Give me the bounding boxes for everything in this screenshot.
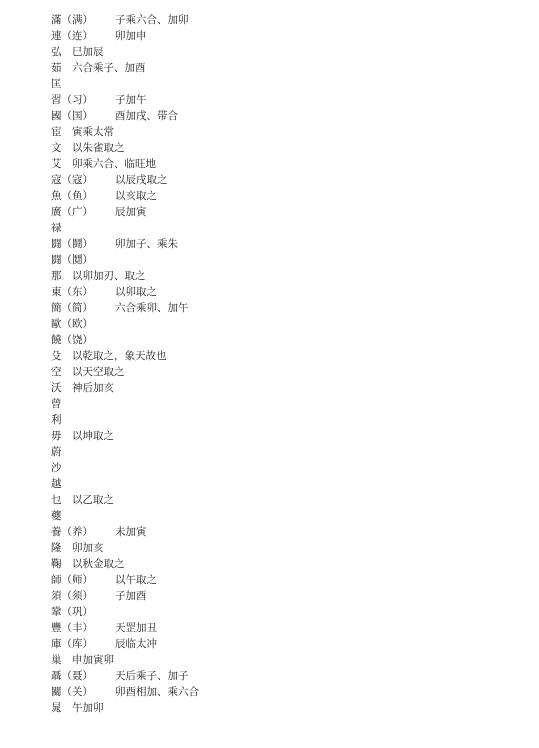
surname-character: 闘（鬩） xyxy=(51,254,93,266)
list-item xyxy=(51,236,199,252)
list-item xyxy=(51,220,199,236)
divination-note: 酉加戌、带合 xyxy=(115,110,178,122)
divination-note: 以秋金取之 xyxy=(72,558,125,570)
surname-character: 國（国） xyxy=(51,110,93,122)
list-item xyxy=(51,156,199,172)
surname-character: 須（须） xyxy=(51,590,93,602)
list-item xyxy=(51,412,199,428)
list-item xyxy=(51,700,199,716)
divination-note: 辰加寅 xyxy=(115,206,147,218)
list-item xyxy=(51,364,199,380)
divination-note: 以乙取之 xyxy=(72,494,114,506)
divination-note: 以亥取之 xyxy=(115,190,157,202)
list-item xyxy=(51,572,199,588)
divination-note: 以辰戌取之 xyxy=(115,174,168,186)
surname-character: 那 xyxy=(51,270,62,282)
list-item xyxy=(51,636,199,652)
surname-character: 沙 xyxy=(51,462,62,474)
surname-character: 毋 xyxy=(51,430,62,442)
divination-note: 卯加亥 xyxy=(72,542,104,554)
surname-character: 習（习） xyxy=(51,94,93,106)
divination-note: 以卯取之 xyxy=(115,286,157,298)
surname-character: 鞏（巩） xyxy=(51,606,93,618)
surname-character: 茹 xyxy=(51,62,62,74)
list-item xyxy=(51,284,199,300)
list-item xyxy=(51,172,199,188)
divination-note: 六合乘卯、加午 xyxy=(115,302,189,314)
list-item xyxy=(51,124,199,140)
list-item xyxy=(51,252,199,268)
list-item xyxy=(51,140,199,156)
surname-character: 鞠 xyxy=(51,558,62,570)
divination-note: 子乘六合、加卯 xyxy=(115,14,189,26)
divination-note: 午加卯 xyxy=(72,702,104,714)
divination-note: 六合乘子、加酉 xyxy=(72,62,146,74)
surname-character: 師（师） xyxy=(51,574,93,586)
list-item xyxy=(51,684,199,700)
surname-character: 利 xyxy=(51,414,62,426)
list-item xyxy=(51,428,199,444)
divination-note: 天罡加丑 xyxy=(115,622,157,634)
list-item xyxy=(51,380,199,396)
surname-character: 關（关） xyxy=(51,686,93,698)
divination-note: 天后乘子、加子 xyxy=(115,670,189,682)
divination-note: 子加酉 xyxy=(115,590,147,602)
surname-character: 魚（鱼） xyxy=(51,190,93,202)
divination-note: 卯酉相加、乘六合 xyxy=(115,686,199,698)
surname-character: 文 xyxy=(51,142,62,154)
surname-character: 滿（满） xyxy=(51,14,93,26)
divination-note: 以卯加刃、取之 xyxy=(72,270,146,282)
divination-note: 卯乘六合、临旺地 xyxy=(72,158,156,170)
surname-character: 曾 xyxy=(51,398,62,410)
divination-note: 卯加申 xyxy=(115,30,147,42)
divination-note: 未加寅 xyxy=(115,526,147,538)
surname-character: 歐（欧） xyxy=(51,318,93,330)
list-item xyxy=(51,508,199,524)
surname-character: 空 xyxy=(51,366,62,378)
divination-note: 神后加亥 xyxy=(72,382,114,394)
divination-note: 寅乘太常 xyxy=(72,126,114,138)
surname-character: 寇（寇） xyxy=(51,174,93,186)
surname-character: 饒（饶） xyxy=(51,334,93,346)
divination-note: 辰临太冲 xyxy=(115,638,157,650)
surname-character: 艾 xyxy=(51,158,62,170)
list-item xyxy=(51,540,199,556)
list-item xyxy=(51,60,199,76)
list-item xyxy=(51,268,199,284)
list-item xyxy=(51,300,199,316)
list-item xyxy=(51,316,199,332)
list-item xyxy=(51,444,199,460)
divination-note: 以朱雀取之 xyxy=(72,142,125,154)
surname-character: 廣（广） xyxy=(51,206,93,218)
list-item xyxy=(51,348,199,364)
divination-note: 卯加子、乘朱 xyxy=(115,238,178,250)
surname-character: 連（连） xyxy=(51,30,93,42)
surname-character: 殳 xyxy=(51,350,62,362)
list-item xyxy=(51,476,199,492)
surname-character: 養（养） xyxy=(51,526,93,538)
list-item xyxy=(51,204,199,220)
list-item xyxy=(51,460,199,476)
list-item xyxy=(51,620,199,636)
surname-character: 東（东） xyxy=(51,286,93,298)
divination-note: 申加寅卯 xyxy=(72,654,114,666)
surname-character: 蔚 xyxy=(51,446,62,458)
list-item xyxy=(51,588,199,604)
surname-character: 隆 xyxy=(51,542,62,554)
surname-character: 庫（库） xyxy=(51,638,93,650)
list-item xyxy=(51,652,199,668)
list-item xyxy=(51,92,199,108)
list-item xyxy=(51,28,199,44)
surname-character: 禄 xyxy=(51,222,62,234)
surname-character: 聶（聂） xyxy=(51,670,93,682)
surname-character: 巢 xyxy=(51,654,62,666)
list-item xyxy=(51,332,199,348)
divination-note: 以乾取之，象天故也 xyxy=(72,350,167,362)
surname-character: 匡 xyxy=(51,78,62,90)
list-item xyxy=(51,668,199,684)
surname-character: 沃 xyxy=(51,382,62,394)
divination-note: 以天空取之 xyxy=(72,366,125,378)
list-item xyxy=(51,12,199,28)
surname-character: 闘（鬪） xyxy=(51,238,93,250)
list-item xyxy=(51,396,199,412)
list-item xyxy=(51,76,199,92)
list-item xyxy=(51,108,199,124)
surname-character: 晁 xyxy=(51,702,62,714)
divination-note: 以坤取之 xyxy=(72,430,114,442)
surname-character: 簡（简） xyxy=(51,302,93,314)
surname-character: 弘 xyxy=(51,46,62,58)
divination-note: 以午取之 xyxy=(115,574,157,586)
surname-character: 越 xyxy=(51,478,62,490)
divination-note: 子加午 xyxy=(115,94,147,106)
surname-character: 宦 xyxy=(51,126,62,138)
divination-note: 巳加辰 xyxy=(72,46,104,58)
list-item xyxy=(51,524,199,540)
surname-character: 夔 xyxy=(51,510,62,522)
list-item xyxy=(51,604,199,620)
list-item xyxy=(51,492,199,508)
list-item xyxy=(51,556,199,572)
surname-character: 豐（丰） xyxy=(51,622,93,634)
surname-character: 乜 xyxy=(51,494,62,506)
list-item xyxy=(51,44,199,60)
entry-list xyxy=(51,12,199,716)
list-item xyxy=(51,188,199,204)
